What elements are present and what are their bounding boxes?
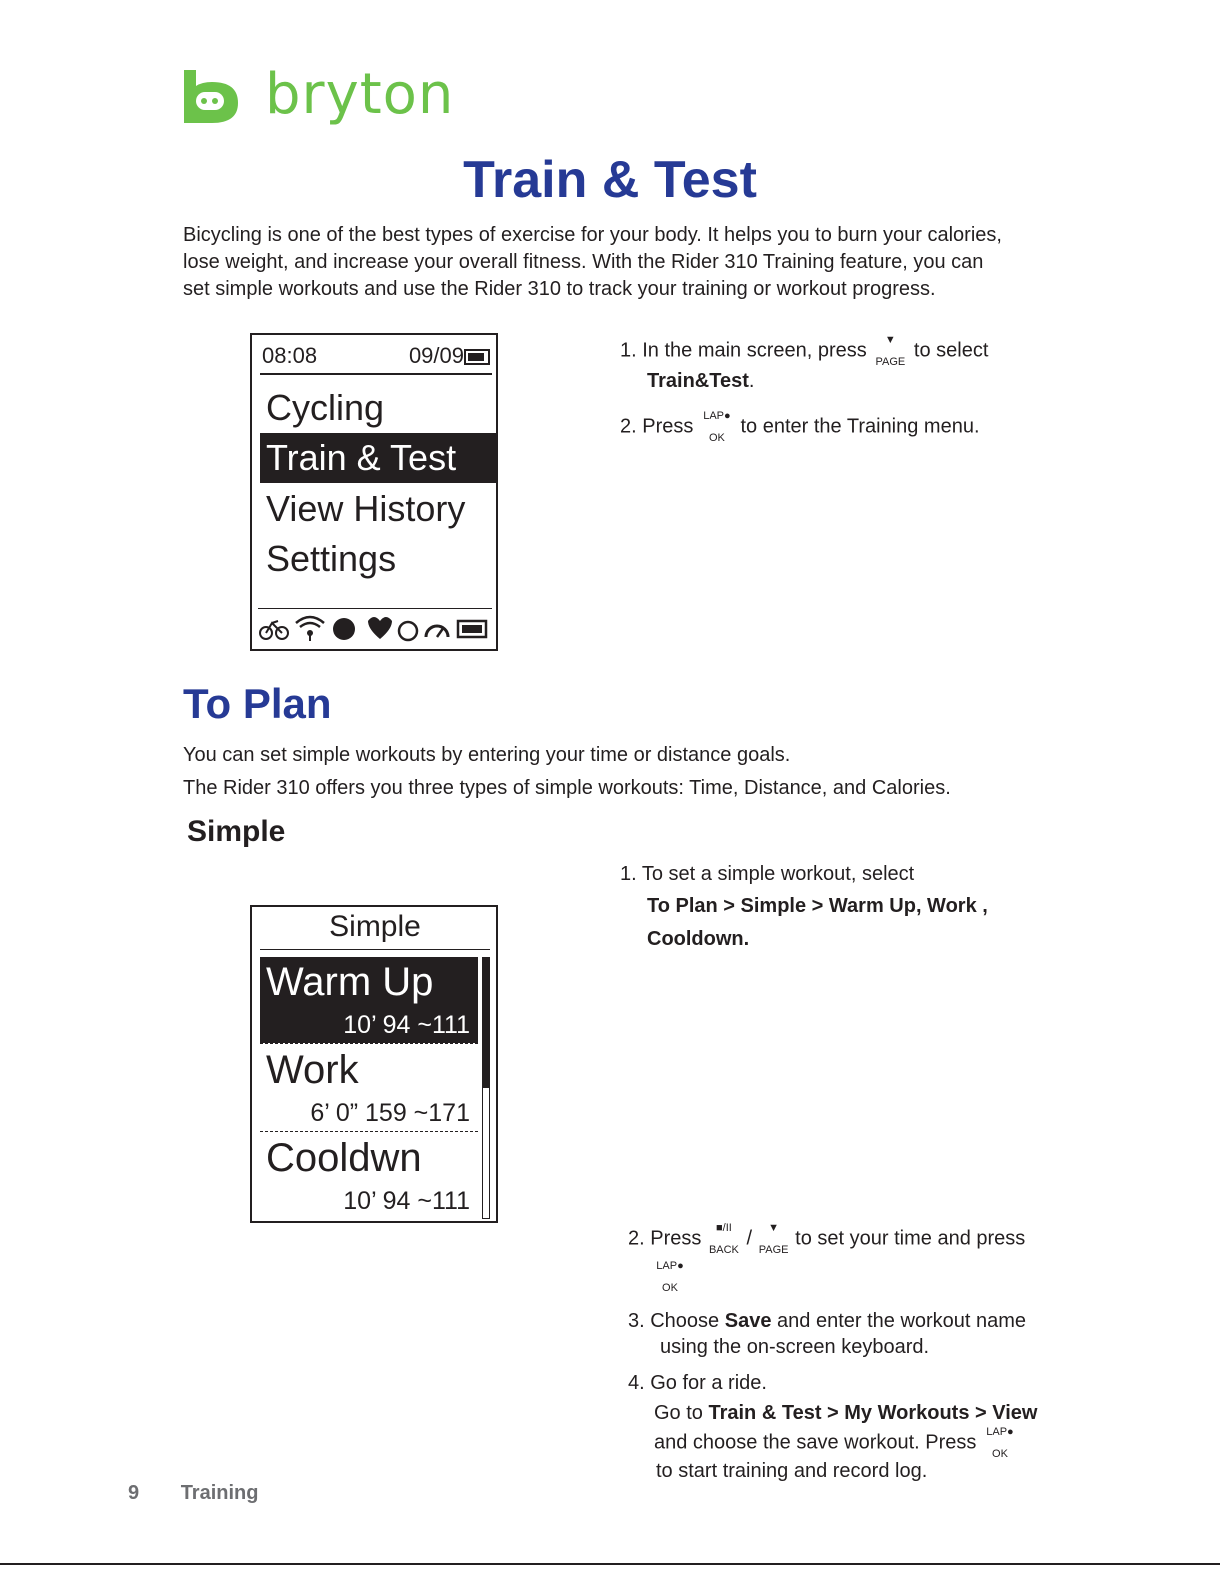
step-text: 1. In the main screen, press	[620, 339, 867, 362]
step-bold: Save	[724, 1310, 772, 1332]
step-text: using the on-screen keyboard.	[660, 1336, 930, 1358]
page-number: 9	[128, 1482, 140, 1504]
to-plan-paragraph	[183, 739, 1063, 805]
page-arrow-icon: ▼	[884, 334, 896, 346]
row-divider	[260, 1131, 478, 1132]
menu-item-view-history[interactable]: View History	[266, 488, 466, 529]
battery-icon	[464, 349, 490, 365]
lap-ok-button-icon	[982, 1426, 1018, 1460]
cadence-icon	[333, 618, 355, 640]
page-footer	[128, 1482, 294, 1505]
step-text: 4. Go for a ride.	[628, 1372, 767, 1394]
steps-simple-part1	[620, 861, 1040, 952]
workout-name: Cooldwn	[266, 1136, 422, 1180]
to-plan-line: The Rider 310 offers you three types of simple workouts: Time, Distance, and Calories.	[183, 777, 951, 799]
step-text: to select	[913, 339, 989, 362]
intro-paragraph	[183, 222, 1063, 303]
device-simple-screen	[250, 905, 498, 1223]
back-button-icon	[707, 1222, 741, 1256]
bottom-divider	[0, 1563, 1220, 1565]
to-plan-line: You can set simple workouts by entering your time or distance goals.	[183, 744, 791, 766]
ok-label: OK	[708, 432, 725, 444]
intro-line: lose weight, and increase your overall fitness. With the Rider 310 Training feature, you can	[183, 251, 984, 273]
ok-label: OK	[662, 1282, 678, 1294]
step-text: to set your time and press	[795, 1227, 1026, 1250]
section-heading-simple: Simple	[187, 815, 286, 848]
step-text: .	[748, 370, 755, 392]
scrollbar-thumb[interactable]	[483, 958, 489, 1088]
intro-line: set simple workouts and use the Rider 310 to track your training or workout progress.	[183, 278, 936, 300]
page-label: PAGE	[875, 356, 906, 368]
page-button-icon	[758, 1222, 790, 1256]
workout-row-warm-up[interactable]	[260, 957, 478, 1043]
workout-row-work[interactable]	[260, 1045, 478, 1131]
row-divider	[260, 1043, 478, 1044]
intro-line: Bicycling is one of the best types of exercise for your body. It helps you to burn your calories,	[183, 224, 1002, 246]
lap-label: LAP●	[986, 1426, 1014, 1438]
page-title: Train & Test	[463, 151, 757, 209]
lap-ok-button-icon	[699, 410, 735, 444]
lap-ok-button-icon	[652, 1260, 688, 1294]
steps-main-screen	[620, 334, 1040, 442]
bike-icon	[260, 621, 288, 639]
workout-detail: 10’ 94 ~111	[343, 1187, 470, 1215]
clock-time: 08:08	[262, 343, 318, 368]
speedometer-needle	[437, 627, 444, 637]
workout-name: Work	[266, 1048, 359, 1092]
step-text: and choose the save workout. Press	[654, 1431, 977, 1454]
battery-fill	[462, 625, 482, 633]
screen-title: Simple	[260, 907, 490, 950]
workout-detail: 6’ 0” 159 ~171	[310, 1099, 470, 1127]
menu-item-settings[interactable]: Settings	[266, 538, 397, 579]
back-label: BACK	[708, 1244, 739, 1256]
lap-label: LAP●	[703, 410, 731, 422]
satellite-stem	[309, 633, 311, 641]
step-text: to enter the Training menu.	[740, 415, 980, 438]
step-bold: Train & Test > My Workouts > View	[708, 1402, 1038, 1424]
bryton-logo-icon	[182, 68, 240, 124]
lap-label: LAP●	[656, 1260, 684, 1272]
section-heading-to-plan: To Plan	[183, 680, 332, 727]
step-text: 3. Choose	[628, 1310, 720, 1332]
workout-detail: 10’ 94 ~111	[343, 1011, 470, 1039]
workout-name: Warm Up	[266, 960, 434, 1004]
back-symbol: ■/II	[716, 1222, 732, 1234]
step-text: to start training and record log.	[656, 1460, 928, 1482]
ok-label: OK	[992, 1448, 1008, 1460]
step-text: 2. Press	[628, 1227, 702, 1250]
page-label: PAGE	[758, 1244, 789, 1256]
step-bold: To Plan > Simple > Warm Up, Work ,	[647, 895, 988, 917]
step-bold: Train&Test	[647, 370, 749, 392]
page-arrow-icon: ▼	[768, 1222, 780, 1234]
slash-separator: /	[746, 1227, 753, 1250]
page-button-icon	[872, 334, 908, 368]
step-text: 1. To set a simple workout, select	[620, 863, 915, 885]
step-text: 2. Press	[620, 415, 694, 438]
steps-simple-part2	[628, 1222, 1068, 1484]
device-main-menu-screen	[250, 333, 498, 651]
step-text: Go to	[654, 1402, 703, 1424]
menu-item-train-test[interactable]: Train & Test	[260, 433, 496, 483]
status-bar	[260, 343, 492, 375]
speed-sensor-icon	[399, 622, 417, 640]
status-icon-row	[258, 608, 492, 643]
menu-item-cycling[interactable]: Cycling	[266, 387, 385, 428]
date-text: 09/09	[408, 343, 464, 368]
heart-icon	[368, 617, 392, 639]
brand-name: bryton	[265, 62, 455, 127]
step-text: and enter the workout name	[777, 1310, 1027, 1332]
scrollbar-track[interactable]	[482, 957, 490, 1219]
step-bold: Cooldown.	[647, 928, 750, 950]
workout-row-cooldown[interactable]	[260, 1133, 478, 1219]
section-name: Training	[180, 1482, 259, 1504]
satellite-icon	[296, 617, 324, 627]
